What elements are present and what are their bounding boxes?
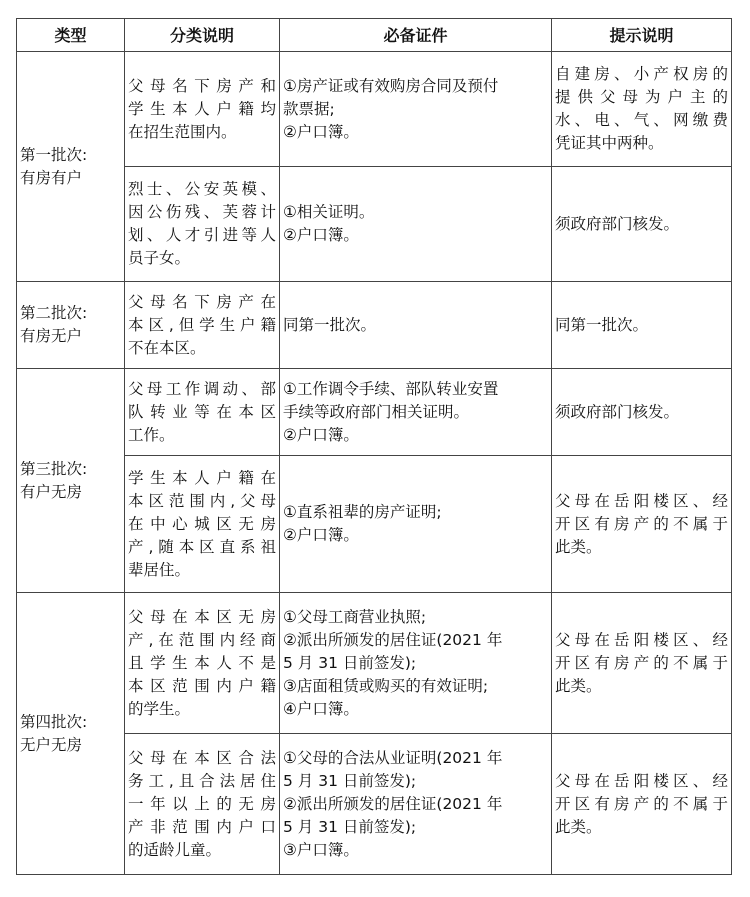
tip-line: 开区有房产的不属于 — [555, 794, 728, 813]
category-description-cell — [125, 52, 280, 167]
description-line: 辈居住。 — [128, 560, 191, 579]
description-line: 产,在范围内经商 — [128, 630, 276, 649]
enrollment-requirements-table — [16, 18, 732, 875]
document-line: ①父母的合法从业证明(2021 年 — [283, 748, 503, 767]
required-documents-cell — [280, 456, 552, 593]
category-description-cell — [125, 593, 280, 734]
document-line: ②户口簿。 — [283, 122, 359, 141]
document-line: ③户口簿。 — [283, 840, 359, 859]
header-category-description: 分类说明 — [125, 19, 280, 52]
tip-line: 父母在岳阳楼区、经 — [555, 771, 728, 790]
description-line: 学生本人户籍在 — [128, 468, 276, 487]
batch-type-line: 第三批次: — [20, 459, 88, 478]
category-description-cell — [125, 456, 280, 593]
header-tips: 提示说明 — [552, 19, 732, 52]
category-description-cell — [125, 734, 280, 875]
description-line: 产,随本区直系祖 — [128, 537, 276, 556]
required-documents-cell — [280, 167, 552, 282]
document-line: ①房产证或有效购房合同及预付 — [283, 76, 499, 95]
document-line: ④户口簿。 — [283, 699, 359, 718]
description-line: 在中心城区无房 — [128, 514, 276, 533]
document-line: 手续等政府部门相关证明。 — [283, 402, 470, 421]
description-line: 父母名下房产和 — [128, 76, 276, 95]
tips-cell — [552, 167, 732, 282]
required-documents-cell — [280, 282, 552, 369]
batch-type-line: 第二批次: — [20, 304, 88, 322]
document-line: 5 月 31 日前签发); — [283, 817, 417, 836]
description-line: 产非范围内户口 — [128, 817, 276, 836]
header-required-documents: 必备证件 — [280, 19, 552, 52]
description-line: 父母工作调动、部 — [128, 379, 276, 398]
batch-type-line: 有户无房 — [20, 482, 83, 501]
tip-line: 提供父母为户主的 — [555, 88, 728, 106]
description-line: 员子女。 — [128, 249, 191, 267]
description-line: 在招生范围内。 — [128, 122, 237, 141]
document-line: 5 月 31 日前签发); — [283, 653, 417, 672]
document-line: ①父母工商营业执照; — [283, 607, 427, 626]
document-line: 5 月 31 日前签发); — [283, 771, 417, 790]
description-line: 因公伤残、芙蓉计 — [128, 203, 276, 221]
description-line: 且学生本人不是 — [128, 653, 276, 672]
batch-type-cell — [17, 282, 125, 369]
category-description-cell — [125, 167, 280, 282]
description-line: 务工,且合法居住 — [128, 771, 276, 790]
required-documents-cell — [280, 734, 552, 875]
category-description-cell — [125, 282, 280, 369]
tips-cell — [552, 282, 732, 369]
document-line: ①相关证明。 — [283, 203, 375, 221]
document-line: 同第一批次。 — [283, 315, 377, 334]
tip-line: 此类。 — [555, 817, 602, 836]
tip-line: 父母在岳阳楼区、经 — [555, 491, 728, 510]
header-row — [17, 19, 732, 52]
required-documents-cell — [280, 369, 552, 456]
batch-type-line: 无户无房 — [20, 735, 83, 754]
description-line: 的适龄儿童。 — [128, 840, 222, 859]
tips-cell — [552, 734, 732, 875]
tip-line: 此类。 — [555, 676, 602, 695]
batch-type-line: 第四批次: — [20, 712, 88, 731]
table-row — [17, 52, 732, 167]
tip-line: 须政府部门核发。 — [555, 214, 680, 233]
description-line: 划、人才引进等人 — [128, 226, 276, 244]
tip-line: 父母在岳阳楼区、经 — [555, 630, 728, 649]
batch-type-line: 有房无户 — [20, 327, 83, 345]
table-row — [17, 734, 732, 875]
description-line: 本区,但学生户籍 — [128, 315, 276, 334]
table-row — [17, 282, 732, 369]
document-line: ②派出所颁发的居住证(2021 年 — [283, 630, 503, 649]
document-line: ①工作调令手续、部队转业安置 — [283, 379, 499, 398]
table-row — [17, 369, 732, 456]
category-description-cell — [125, 369, 280, 456]
tip-line: 开区有房产的不属于 — [555, 514, 728, 533]
header-type: 类型 — [17, 19, 125, 52]
required-documents-cell — [280, 52, 552, 167]
tips-cell — [552, 456, 732, 593]
batch-type-line: 第一批次: — [20, 145, 88, 164]
description-line: 父母在本区合法 — [128, 748, 276, 767]
table-row — [17, 167, 732, 282]
description-line: 父母在本区无房 — [128, 607, 276, 626]
description-line: 本区范围内户籍 — [128, 676, 276, 695]
table-row — [17, 456, 732, 593]
document-line: ②户口簿。 — [283, 425, 359, 444]
description-line: 学生本人户籍均 — [128, 99, 276, 118]
tip-line: 自建房、小产权房的 — [555, 65, 728, 83]
table-row — [17, 593, 732, 734]
batch-type-cell — [17, 52, 125, 282]
document-line: ②户口簿。 — [283, 226, 359, 244]
description-line: 本区范围内,父母 — [128, 491, 276, 510]
tip-line: 开区有房产的不属于 — [555, 653, 728, 672]
tip-line: 须政府部门核发。 — [555, 402, 680, 421]
tips-cell — [552, 369, 732, 456]
description-line: 不在本区。 — [128, 338, 206, 357]
document-line: ②户口簿。 — [283, 526, 359, 544]
document-line: ③店面租赁或购买的有效证明; — [283, 676, 489, 695]
document-line: ①直系祖辈的房产证明; — [283, 503, 442, 521]
description-line: 一年以上的无房 — [128, 794, 276, 813]
description-line: 工作。 — [128, 425, 175, 444]
document-line: 款票据; — [283, 99, 335, 118]
tips-cell — [552, 593, 732, 734]
tip-line: 同第一批次。 — [555, 315, 649, 334]
batch-type-cell — [17, 369, 125, 593]
description-line: 烈士、公安英模、 — [128, 180, 276, 198]
tip-line: 水、电、气、网缴费 — [555, 111, 728, 129]
tip-line: 凭证其中两种。 — [555, 134, 664, 152]
description-line: 父母名下房产在 — [128, 292, 276, 311]
batch-type-cell — [17, 593, 125, 875]
tips-cell — [552, 52, 732, 167]
description-line: 的学生。 — [128, 699, 191, 718]
document-line: ②派出所颁发的居住证(2021 年 — [283, 794, 503, 813]
description-line: 队转业等在本区 — [128, 402, 276, 421]
tip-line: 此类。 — [555, 537, 602, 556]
batch-type-line: 有房有户 — [20, 168, 83, 187]
required-documents-cell — [280, 593, 552, 734]
